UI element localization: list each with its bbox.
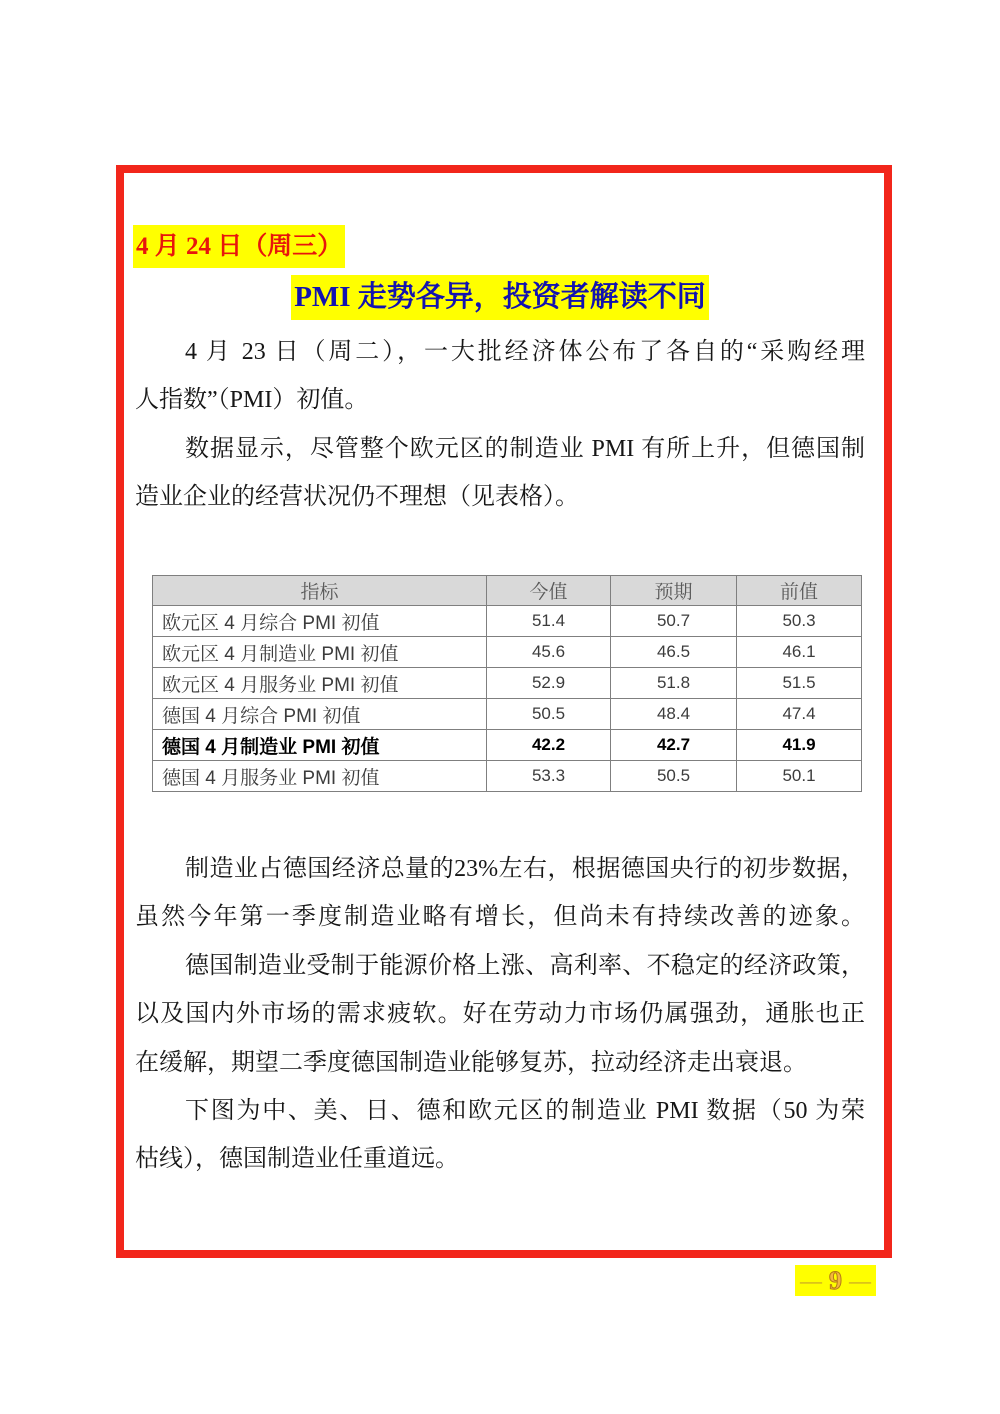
indicator-cell: 德国 4 月服务业 PMI 初值 xyxy=(153,761,487,792)
paragraph xyxy=(135,425,865,522)
paragraph-line: 在缓解，期望二季度德国制造业能够复苏，拉动经济走出衰退。 xyxy=(135,1049,807,1076)
weekday-text: （周三） xyxy=(242,232,343,260)
analysis-text xyxy=(135,845,865,1184)
headline-container xyxy=(135,275,865,320)
table-body xyxy=(153,606,862,792)
paragraph-line: 枯线），德国制造业任重道远。 xyxy=(135,1146,459,1173)
paragraph-line: 4 月 23 日（周二），一大批经济体公布了各自的“采购经理 xyxy=(185,339,865,365)
column-header-previous: 前值 xyxy=(737,576,862,606)
table-row xyxy=(153,668,862,699)
paragraph-line: 人指数”（PMI）初值。 xyxy=(135,387,369,414)
paragraph xyxy=(135,942,865,1087)
intro-text xyxy=(135,328,865,522)
paragraph xyxy=(135,328,865,425)
column-header-actual: 今值 xyxy=(487,576,611,606)
paragraph-line: 数据显示，尽管整个欧元区的制造业 PMI 有所上升，但德国制 xyxy=(185,435,865,462)
forecast-value-cell: 50.7 xyxy=(611,606,737,637)
table-row xyxy=(153,730,862,761)
column-header-forecast: 预期 xyxy=(611,576,737,606)
pmi-table xyxy=(152,575,862,792)
date-tag xyxy=(133,225,345,268)
forecast-value-cell: 46.5 xyxy=(611,637,737,668)
table-row xyxy=(153,761,862,792)
table-row xyxy=(153,699,862,730)
forecast-value-cell: 50.5 xyxy=(611,761,737,792)
indicator-cell: 欧元区 4 月服务业 PMI 初值 xyxy=(153,668,487,699)
paragraph xyxy=(135,845,865,942)
actual-value-cell: 50.5 xyxy=(487,699,611,730)
actual-value-cell: 51.4 xyxy=(487,606,611,637)
paragraph-line: 造业企业的经营状况仍不理想（见表格）。 xyxy=(135,484,579,511)
previous-value-cell: 50.1 xyxy=(737,761,862,792)
forecast-value-cell: 51.8 xyxy=(611,668,737,699)
table-row xyxy=(153,606,862,637)
actual-value-cell: 42.2 xyxy=(487,730,611,761)
page-number: 9 xyxy=(829,1266,842,1295)
actual-value-cell: 53.3 xyxy=(487,761,611,792)
forecast-value-cell: 48.4 xyxy=(611,699,737,730)
actual-value-cell: 52.9 xyxy=(487,668,611,699)
paragraph-line: 以及国内外市场的需求疲软。好在劳动力市场仍属强劲，通胀也正 xyxy=(135,1001,865,1028)
paragraph-line: 德国制造业受制于能源价格上涨、高利率、不稳定的经济政策， xyxy=(185,952,865,979)
previous-value-cell: 46.1 xyxy=(737,637,862,668)
previous-value-cell: 47.4 xyxy=(737,699,862,730)
indicator-cell: 欧元区 4 月制造业 PMI 初值 xyxy=(153,637,487,668)
actual-value-cell: 45.6 xyxy=(487,637,611,668)
indicator-cell: 德国 4 月综合 PMI 初值 xyxy=(153,699,487,730)
forecast-value-cell: 42.7 xyxy=(611,730,737,761)
previous-value-cell: 50.3 xyxy=(737,606,862,637)
paragraph-line: 下图为中、美、日、德和欧元区的制造业 PMI 数据（50 为荣 xyxy=(185,1098,865,1125)
page-number-dash: — xyxy=(800,1268,822,1293)
page-number-badge xyxy=(795,1265,876,1296)
previous-value-cell: 41.9 xyxy=(737,730,862,761)
paragraph-line: 制造业占德国经济总量的23%左右，根据德国央行的初步数据， xyxy=(185,856,865,882)
paragraph-line: 虽然今年第一季度制造业略有增长，但尚未有持续改善的迹象。 xyxy=(135,904,865,931)
page-number-dash: — xyxy=(849,1268,871,1293)
date-text: 4 月 24 日 xyxy=(136,233,243,260)
table-row xyxy=(153,637,862,668)
column-header-indicator: 指标 xyxy=(153,576,487,606)
paragraph xyxy=(135,1087,865,1184)
headline: PMI 走势各异，投资者解读不同 xyxy=(291,275,709,320)
indicator-cell: 欧元区 4 月综合 PMI 初值 xyxy=(153,606,487,637)
table-header-row xyxy=(153,576,862,606)
indicator-cell: 德国 4 月制造业 PMI 初值 xyxy=(153,730,487,761)
previous-value-cell: 51.5 xyxy=(737,668,862,699)
table-head xyxy=(153,576,862,606)
